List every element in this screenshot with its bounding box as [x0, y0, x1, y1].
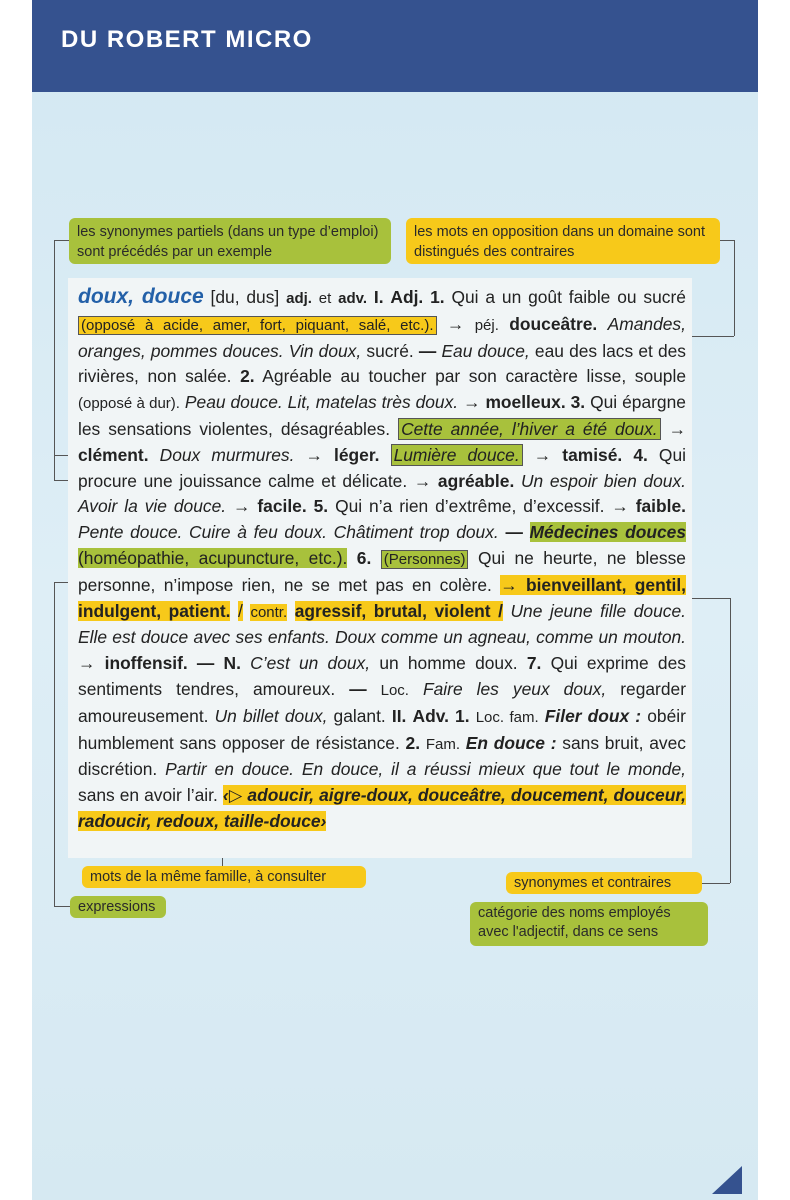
arrow: → [668, 418, 686, 439]
connector-line [730, 598, 731, 883]
example: C’est un doux, [250, 653, 371, 674]
grammar-et: et [318, 290, 332, 307]
sense-number: 6. [356, 547, 372, 568]
category-label: (Personnes) [381, 550, 469, 569]
entry-text [78, 284, 686, 835]
page-title: DU ROBERT MICRO [61, 26, 313, 53]
dash: — [349, 678, 367, 699]
definition: Qui a un goût faible ou sucré [451, 287, 686, 307]
gloss: sucré. [366, 340, 414, 361]
sense-number: 1. [430, 287, 445, 307]
page-corner-icon [712, 1166, 742, 1194]
contrary-label: contr. [250, 603, 288, 621]
expression: En douce : [465, 732, 557, 753]
definition: Qui procure une jouissance calme et délicate. [78, 444, 686, 491]
synonym: léger. [334, 444, 380, 465]
label-synonymes-contraires: synonymes et contraires [506, 872, 702, 894]
gloss: regarder amoureusement. [78, 678, 686, 726]
example: Peau douce. Lit, matelas très doux. [184, 392, 459, 413]
example: Un espoir bien doux. Avoir la vie douce. [78, 470, 686, 517]
dictionary-page [32, 0, 758, 1200]
arrow: → [78, 653, 96, 674]
definition: Qui épargne les sensations violentes, désagréables. [78, 392, 686, 439]
section-label: Adj. [390, 287, 424, 307]
connector-line [54, 455, 55, 480]
grammar-adv: adv. [338, 290, 368, 307]
contraries-highlighted: agressif, brutal, violent / [294, 600, 503, 621]
synonym: clément. [78, 444, 149, 465]
example-highlighted: Cette année, l’hiver a été doux. [398, 418, 661, 440]
synonym: agréable. [437, 470, 515, 491]
gloss: sans en avoir l’air. [78, 785, 218, 806]
example: Amandes, oranges, pommes douces. Vin doux, [78, 313, 686, 361]
label-synonymes-partiels: les synonymes partiels (dans un type d’emploi) sont précédés par un exemple [69, 218, 391, 264]
connector-line [734, 240, 735, 336]
connector-line [720, 240, 734, 241]
gloss: eau des lacs et des rivières, non salée. [78, 340, 687, 387]
example: Eau douce, [441, 340, 530, 361]
connector-line [702, 883, 730, 884]
gloss: sans bruit, avec discrétion. [78, 732, 686, 780]
gloss: obéir humblement sans opposer de résistance. [78, 705, 686, 753]
synonym: facile. [257, 496, 307, 517]
dash: — [196, 653, 215, 674]
example: Doux murmures. [159, 444, 295, 465]
sense-number: 2. [240, 366, 255, 387]
connector-line [54, 582, 55, 907]
arrow: → [463, 392, 481, 413]
connector-line [54, 906, 70, 907]
section-number: I. [373, 287, 384, 307]
word-family-highlighted: ‹▷ adoucir, aigre-doux, douceâtre, doucement, douceur, radoucir, redoux, taille-douce› [78, 785, 686, 831]
synonyms-highlighted: → bienveillant, gentil, indulgent, patient. [78, 574, 686, 621]
section-label: Adv. [412, 705, 449, 726]
dictionary-entry [68, 278, 692, 858]
arrow: → [413, 470, 432, 491]
example: Une jeune fille douce. Elle est douce avec ses enfants. Doux comme un agneau, comme un mouton. [78, 600, 686, 648]
opposition-note: (opposé à acide, amer, fort, piquant, salé, etc.). [78, 316, 437, 335]
sense-number: 3. [570, 392, 586, 413]
noun-label: N. [223, 653, 241, 674]
label-opposition: les mots en opposition dans un domaine sont distingués des contraires [406, 218, 720, 264]
usage-label: Fam. [425, 735, 460, 753]
arrow: → [533, 444, 552, 465]
example: Faire les yeux doux, [423, 678, 607, 699]
opposition-note: (opposé à dur). [78, 395, 180, 413]
expression-highlighted: Médecines douces [529, 522, 687, 543]
gloss: galant. [333, 705, 386, 726]
usage-label: Loc. fam. [475, 708, 539, 726]
usage-label: Loc. [380, 681, 409, 699]
arrow: → [446, 313, 465, 334]
connector-line [54, 240, 69, 241]
synonym: douceâtre. [509, 313, 598, 334]
example-highlighted: Lumière douce. [391, 444, 523, 466]
definition: Qui exprime des sentiments tendres, amoureux. [78, 653, 686, 699]
synonym: inoffensif. [104, 653, 188, 674]
label-categorie: catégorie des noms employés avec l'adjectif, dans ce sens [470, 902, 708, 946]
connector-line [54, 240, 55, 455]
example: Un billet doux, [214, 705, 328, 726]
synonym: faible. [635, 496, 686, 517]
definition: Qui n’a rien d’extrême, d’excessif. [335, 496, 605, 517]
definition: Agréable au toucher par son caractère lisse, souple [262, 366, 687, 387]
definition: Qui ne heurte, ne blesse personne, n’impose rien, ne se met pas en colère. [78, 547, 686, 595]
label-expressions: expressions [70, 896, 166, 918]
headword: doux, douce [78, 285, 204, 308]
example: Partir en douce. En douce, il a réussi mieux que tout le monde, [165, 759, 686, 780]
page-header [32, 0, 758, 92]
arrow: → [233, 496, 251, 517]
pronunciation: [du, dus] [210, 287, 280, 307]
example: Pente douce. Cuire à feu doux. Châtiment trop doux. [78, 522, 499, 543]
dash: — [418, 340, 437, 361]
synonym: tamisé. [562, 444, 623, 465]
section-number: II. [391, 705, 407, 726]
grammar-adj: adj. [286, 290, 312, 307]
usage-label: péj. [474, 316, 499, 334]
contrary-separator: / [238, 600, 243, 621]
sense-number: 1. [455, 705, 470, 726]
gloss: un homme doux. [379, 653, 518, 674]
synonym: moelleux. [485, 392, 566, 413]
sense-number: 4. [633, 444, 648, 465]
arrow: → [305, 444, 323, 465]
label-famille: mots de la même famille, à consulter [82, 866, 366, 888]
expression: Filer doux : [544, 705, 642, 726]
category-note: (homéopathie, acupuncture, etc.). [78, 547, 348, 568]
dash: — [505, 522, 523, 543]
sense-number: 2. [405, 732, 421, 753]
sense-number: 5. [313, 496, 329, 517]
sense-number: 7. [526, 653, 542, 674]
arrow: → [611, 496, 629, 517]
